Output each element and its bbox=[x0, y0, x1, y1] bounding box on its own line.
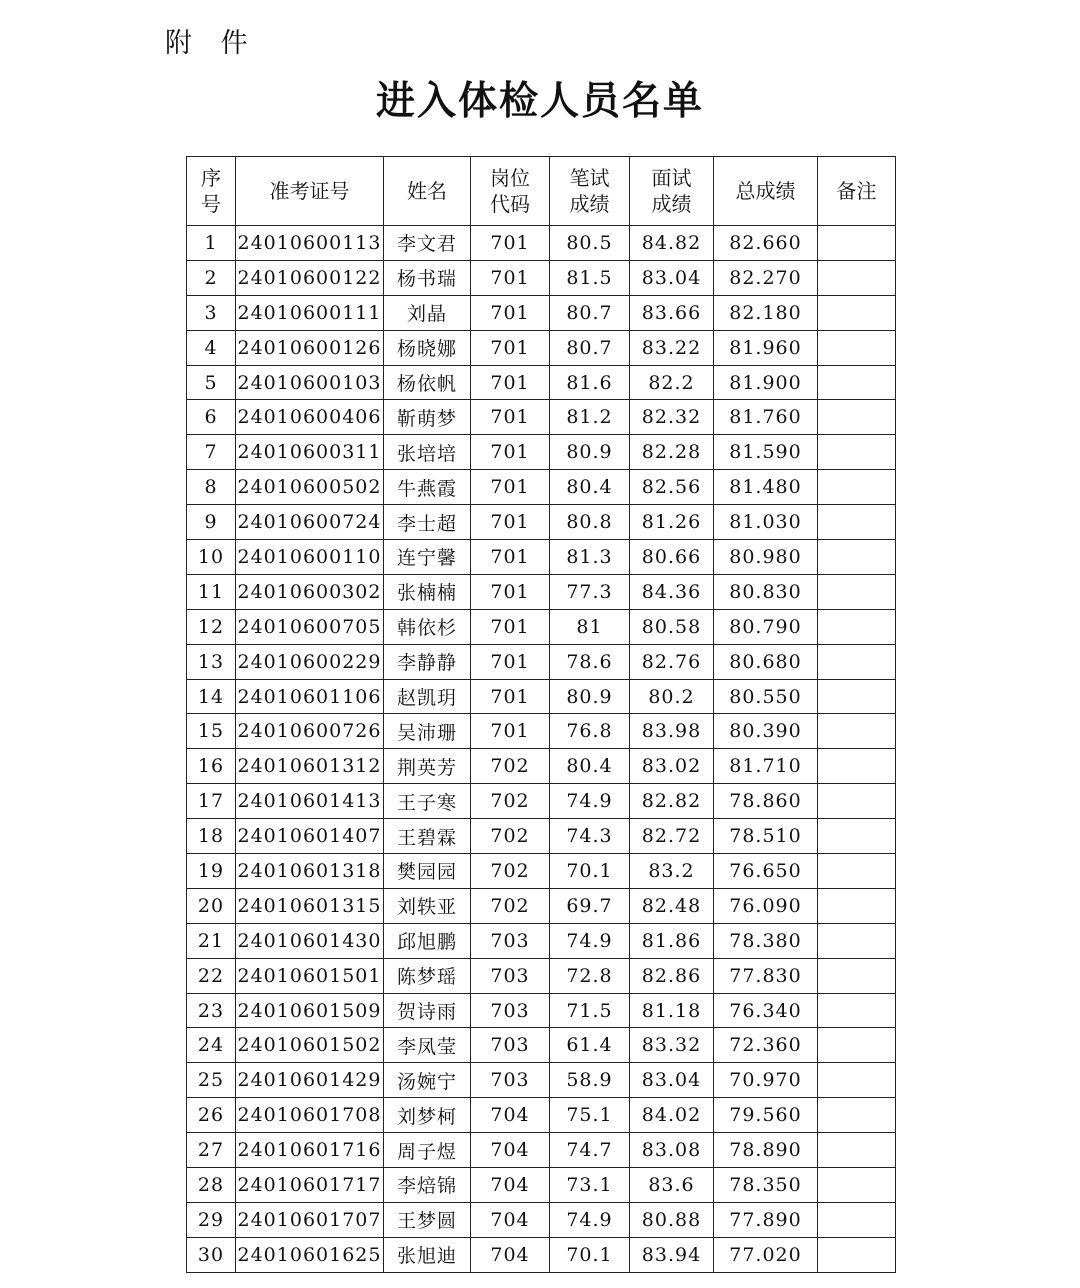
cell-ticket: 24010601413 bbox=[236, 784, 384, 819]
cell-seq: 8 bbox=[187, 470, 236, 505]
cell-interview: 83.02 bbox=[630, 749, 714, 784]
cell-written: 78.6 bbox=[550, 644, 630, 679]
cell-post: 701 bbox=[471, 365, 550, 400]
cell-ticket: 24010601707 bbox=[236, 1202, 384, 1237]
table-row bbox=[187, 365, 896, 400]
cell-seq: 28 bbox=[187, 1168, 236, 1203]
cell-interview: 82.28 bbox=[630, 435, 714, 470]
cell-seq: 25 bbox=[187, 1063, 236, 1098]
cell-remark bbox=[818, 295, 896, 330]
table-row bbox=[187, 644, 896, 679]
cell-interview: 81.26 bbox=[630, 505, 714, 540]
cell-remark bbox=[818, 505, 896, 540]
cell-total: 80.390 bbox=[714, 714, 818, 749]
cell-name: 杨书瑞 bbox=[384, 260, 471, 295]
cell-total: 82.180 bbox=[714, 295, 818, 330]
cell-seq: 7 bbox=[187, 435, 236, 470]
table-row bbox=[187, 540, 896, 575]
cell-ticket: 24010601106 bbox=[236, 679, 384, 714]
cell-total: 78.380 bbox=[714, 923, 818, 958]
cell-remark bbox=[818, 330, 896, 365]
cell-post: 701 bbox=[471, 540, 550, 575]
cell-post: 703 bbox=[471, 1063, 550, 1098]
cell-post: 701 bbox=[471, 260, 550, 295]
cell-ticket: 24010600406 bbox=[236, 400, 384, 435]
cell-post: 704 bbox=[471, 1133, 550, 1168]
cell-total: 78.890 bbox=[714, 1133, 818, 1168]
cell-post: 701 bbox=[471, 400, 550, 435]
table-row bbox=[187, 714, 896, 749]
table-row bbox=[187, 923, 896, 958]
cell-ticket: 24010601716 bbox=[236, 1133, 384, 1168]
cell-name: 李文君 bbox=[384, 226, 471, 261]
cell-total: 79.560 bbox=[714, 1098, 818, 1133]
cell-ticket: 24010600502 bbox=[236, 470, 384, 505]
cell-ticket: 24010601429 bbox=[236, 1063, 384, 1098]
cell-written: 73.1 bbox=[550, 1168, 630, 1203]
cell-post: 702 bbox=[471, 854, 550, 889]
cell-seq: 30 bbox=[187, 1237, 236, 1272]
cell-post: 703 bbox=[471, 1028, 550, 1063]
cell-total: 76.090 bbox=[714, 888, 818, 923]
cell-ticket: 24010601625 bbox=[236, 1237, 384, 1272]
cell-ticket: 24010600302 bbox=[236, 574, 384, 609]
cell-seq: 14 bbox=[187, 679, 236, 714]
cell-total: 77.890 bbox=[714, 1202, 818, 1237]
table-row bbox=[187, 993, 896, 1028]
header-cell-written: 笔试成绩 bbox=[550, 157, 630, 226]
cell-post: 701 bbox=[471, 644, 550, 679]
cell-written: 69.7 bbox=[550, 888, 630, 923]
cell-remark bbox=[818, 958, 896, 993]
cell-total: 76.650 bbox=[714, 854, 818, 889]
table-row bbox=[187, 400, 896, 435]
cell-post: 704 bbox=[471, 1202, 550, 1237]
cell-interview: 81.18 bbox=[630, 993, 714, 1028]
cell-post: 701 bbox=[471, 330, 550, 365]
cell-interview: 82.72 bbox=[630, 819, 714, 854]
cell-name: 张培培 bbox=[384, 435, 471, 470]
cell-remark bbox=[818, 819, 896, 854]
cell-ticket: 24010601708 bbox=[236, 1098, 384, 1133]
cell-total: 78.350 bbox=[714, 1168, 818, 1203]
cell-remark bbox=[818, 435, 896, 470]
cell-seq: 9 bbox=[187, 505, 236, 540]
cell-ticket: 24010600113 bbox=[236, 226, 384, 261]
cell-seq: 17 bbox=[187, 784, 236, 819]
table-row bbox=[187, 435, 896, 470]
cell-seq: 23 bbox=[187, 993, 236, 1028]
cell-name: 王梦圆 bbox=[384, 1202, 471, 1237]
table-row bbox=[187, 260, 896, 295]
table-row bbox=[187, 330, 896, 365]
cell-post: 703 bbox=[471, 993, 550, 1028]
cell-seq: 16 bbox=[187, 749, 236, 784]
cell-seq: 11 bbox=[187, 574, 236, 609]
cell-written: 80.9 bbox=[550, 435, 630, 470]
cell-post: 701 bbox=[471, 470, 550, 505]
cell-interview: 81.86 bbox=[630, 923, 714, 958]
cell-name: 李士超 bbox=[384, 505, 471, 540]
cell-remark bbox=[818, 470, 896, 505]
cell-post: 701 bbox=[471, 609, 550, 644]
cell-seq: 22 bbox=[187, 958, 236, 993]
cell-post: 702 bbox=[471, 819, 550, 854]
cell-total: 81.710 bbox=[714, 749, 818, 784]
cell-remark bbox=[818, 609, 896, 644]
cell-interview: 82.76 bbox=[630, 644, 714, 679]
cell-total: 81.030 bbox=[714, 505, 818, 540]
cell-written: 72.8 bbox=[550, 958, 630, 993]
cell-ticket: 24010600126 bbox=[236, 330, 384, 365]
cell-ticket: 24010601312 bbox=[236, 749, 384, 784]
cell-name: 李凤莹 bbox=[384, 1028, 471, 1063]
cell-remark bbox=[818, 679, 896, 714]
cell-interview: 83.32 bbox=[630, 1028, 714, 1063]
cell-interview: 82.32 bbox=[630, 400, 714, 435]
cell-name: 王子寒 bbox=[384, 784, 471, 819]
table-row bbox=[187, 819, 896, 854]
cell-written: 81.6 bbox=[550, 365, 630, 400]
cell-written: 71.5 bbox=[550, 993, 630, 1028]
cell-seq: 26 bbox=[187, 1098, 236, 1133]
table-row bbox=[187, 1098, 896, 1133]
cell-remark bbox=[818, 714, 896, 749]
cell-seq: 21 bbox=[187, 923, 236, 958]
cell-name: 汤婉宁 bbox=[384, 1063, 471, 1098]
cell-post: 704 bbox=[471, 1168, 550, 1203]
cell-ticket: 24010601430 bbox=[236, 923, 384, 958]
header-cell-seq: 序号 bbox=[187, 157, 236, 226]
cell-written: 80.5 bbox=[550, 226, 630, 261]
cell-name: 连宁馨 bbox=[384, 540, 471, 575]
cell-seq: 10 bbox=[187, 540, 236, 575]
cell-remark bbox=[818, 644, 896, 679]
cell-remark bbox=[818, 888, 896, 923]
cell-name: 刘梦柯 bbox=[384, 1098, 471, 1133]
cell-total: 80.680 bbox=[714, 644, 818, 679]
cell-remark bbox=[818, 749, 896, 784]
table-row bbox=[187, 295, 896, 330]
cell-total: 80.790 bbox=[714, 609, 818, 644]
cell-name: 杨晓娜 bbox=[384, 330, 471, 365]
cell-seq: 24 bbox=[187, 1028, 236, 1063]
cell-ticket: 24010601315 bbox=[236, 888, 384, 923]
cell-seq: 18 bbox=[187, 819, 236, 854]
cell-total: 80.830 bbox=[714, 574, 818, 609]
cell-interview: 84.82 bbox=[630, 226, 714, 261]
cell-name: 杨依帆 bbox=[384, 365, 471, 400]
cell-name: 张旭迪 bbox=[384, 1237, 471, 1272]
cell-post: 702 bbox=[471, 749, 550, 784]
table-row bbox=[187, 888, 896, 923]
table-row bbox=[187, 226, 896, 261]
cell-name: 李焙锦 bbox=[384, 1168, 471, 1203]
table-row bbox=[187, 574, 896, 609]
cell-name: 邱旭鹏 bbox=[384, 923, 471, 958]
cell-written: 81.5 bbox=[550, 260, 630, 295]
cell-remark bbox=[818, 854, 896, 889]
cell-remark bbox=[818, 1168, 896, 1203]
cell-interview: 82.86 bbox=[630, 958, 714, 993]
cell-remark bbox=[818, 574, 896, 609]
cell-total: 77.830 bbox=[714, 958, 818, 993]
cell-interview: 82.82 bbox=[630, 784, 714, 819]
cell-ticket: 24010600705 bbox=[236, 609, 384, 644]
cell-total: 70.970 bbox=[714, 1063, 818, 1098]
cell-seq: 13 bbox=[187, 644, 236, 679]
cell-seq: 1 bbox=[187, 226, 236, 261]
cell-post: 701 bbox=[471, 505, 550, 540]
cell-remark bbox=[818, 923, 896, 958]
cell-name: 贺诗雨 bbox=[384, 993, 471, 1028]
cell-total: 80.550 bbox=[714, 679, 818, 714]
table-row bbox=[187, 470, 896, 505]
cell-seq: 19 bbox=[187, 854, 236, 889]
cell-remark bbox=[818, 1098, 896, 1133]
cell-post: 701 bbox=[471, 714, 550, 749]
header-cell-interview: 面试成绩 bbox=[630, 157, 714, 226]
cell-written: 74.9 bbox=[550, 784, 630, 819]
cell-seq: 29 bbox=[187, 1202, 236, 1237]
cell-ticket: 24010601501 bbox=[236, 958, 384, 993]
cell-interview: 82.2 bbox=[630, 365, 714, 400]
cell-name: 王碧霖 bbox=[384, 819, 471, 854]
header-cell-total: 总成绩 bbox=[714, 157, 818, 226]
table-row bbox=[187, 958, 896, 993]
table-body bbox=[187, 226, 896, 1273]
cell-interview: 83.22 bbox=[630, 330, 714, 365]
cell-written: 75.1 bbox=[550, 1098, 630, 1133]
cell-total: 76.340 bbox=[714, 993, 818, 1028]
cell-seq: 27 bbox=[187, 1133, 236, 1168]
cell-written: 80.7 bbox=[550, 330, 630, 365]
cell-ticket: 24010601502 bbox=[236, 1028, 384, 1063]
cell-written: 74.9 bbox=[550, 923, 630, 958]
table-row bbox=[187, 1133, 896, 1168]
cell-total: 78.510 bbox=[714, 819, 818, 854]
table-row bbox=[187, 1063, 896, 1098]
cell-ticket: 24010600229 bbox=[236, 644, 384, 679]
cell-written: 81.3 bbox=[550, 540, 630, 575]
table-row bbox=[187, 609, 896, 644]
cell-remark bbox=[818, 1237, 896, 1272]
cell-remark bbox=[818, 784, 896, 819]
cell-post: 703 bbox=[471, 958, 550, 993]
cell-interview: 80.88 bbox=[630, 1202, 714, 1237]
cell-written: 80.4 bbox=[550, 749, 630, 784]
header-cell-ticket: 准考证号 bbox=[236, 157, 384, 226]
cell-written: 81.2 bbox=[550, 400, 630, 435]
cell-name: 靳萌梦 bbox=[384, 400, 471, 435]
cell-post: 701 bbox=[471, 679, 550, 714]
cell-remark bbox=[818, 226, 896, 261]
cell-post: 704 bbox=[471, 1098, 550, 1133]
cell-name: 周子煜 bbox=[384, 1133, 471, 1168]
cell-remark bbox=[818, 1202, 896, 1237]
cell-total: 78.860 bbox=[714, 784, 818, 819]
header-cell-post: 岗位代码 bbox=[471, 157, 550, 226]
cell-remark bbox=[818, 365, 896, 400]
cell-interview: 83.08 bbox=[630, 1133, 714, 1168]
table-row bbox=[187, 749, 896, 784]
cell-post: 701 bbox=[471, 435, 550, 470]
cell-interview: 82.56 bbox=[630, 470, 714, 505]
attachment-label: 附 件 bbox=[165, 28, 258, 59]
cell-ticket: 24010600724 bbox=[236, 505, 384, 540]
cell-ticket: 24010600726 bbox=[236, 714, 384, 749]
cell-interview: 80.66 bbox=[630, 540, 714, 575]
cell-written: 76.8 bbox=[550, 714, 630, 749]
cell-ticket: 24010601509 bbox=[236, 993, 384, 1028]
cell-interview: 80.58 bbox=[630, 609, 714, 644]
table-row bbox=[187, 1202, 896, 1237]
cell-seq: 20 bbox=[187, 888, 236, 923]
cell-ticket: 24010601407 bbox=[236, 819, 384, 854]
cell-remark bbox=[818, 993, 896, 1028]
cell-seq: 5 bbox=[187, 365, 236, 400]
cell-remark bbox=[818, 260, 896, 295]
cell-post: 703 bbox=[471, 923, 550, 958]
cell-interview: 83.66 bbox=[630, 295, 714, 330]
cell-post: 701 bbox=[471, 295, 550, 330]
cell-name: 陈梦瑶 bbox=[384, 958, 471, 993]
cell-total: 81.900 bbox=[714, 365, 818, 400]
table-row bbox=[187, 854, 896, 889]
cell-total: 80.980 bbox=[714, 540, 818, 575]
cell-name: 张楠楠 bbox=[384, 574, 471, 609]
cell-remark bbox=[818, 540, 896, 575]
cell-post: 701 bbox=[471, 226, 550, 261]
cell-total: 81.480 bbox=[714, 470, 818, 505]
cell-written: 80.8 bbox=[550, 505, 630, 540]
cell-interview: 83.04 bbox=[630, 260, 714, 295]
cell-written: 74.9 bbox=[550, 1202, 630, 1237]
cell-post: 702 bbox=[471, 784, 550, 819]
document-title: 进入体检人员名单 bbox=[375, 79, 704, 124]
cell-total: 81.960 bbox=[714, 330, 818, 365]
cell-interview: 84.36 bbox=[630, 574, 714, 609]
cell-remark bbox=[818, 1063, 896, 1098]
cell-name: 赵凯玥 bbox=[384, 679, 471, 714]
table-row bbox=[187, 679, 896, 714]
header-cell-remark: 备注 bbox=[818, 157, 896, 226]
candidate-table bbox=[186, 156, 896, 1273]
cell-ticket: 24010600311 bbox=[236, 435, 384, 470]
cell-name: 吴沛珊 bbox=[384, 714, 471, 749]
cell-written: 77.3 bbox=[550, 574, 630, 609]
cell-total: 82.660 bbox=[714, 226, 818, 261]
cell-written: 70.1 bbox=[550, 1237, 630, 1272]
cell-remark bbox=[818, 1028, 896, 1063]
table-row bbox=[187, 505, 896, 540]
cell-remark bbox=[818, 1133, 896, 1168]
cell-name: 荆英芳 bbox=[384, 749, 471, 784]
cell-interview: 83.04 bbox=[630, 1063, 714, 1098]
cell-interview: 82.48 bbox=[630, 888, 714, 923]
cell-written: 80.4 bbox=[550, 470, 630, 505]
cell-ticket: 24010600110 bbox=[236, 540, 384, 575]
table-header-row bbox=[187, 157, 896, 226]
cell-seq: 4 bbox=[187, 330, 236, 365]
cell-written: 74.3 bbox=[550, 819, 630, 854]
cell-interview: 80.2 bbox=[630, 679, 714, 714]
cell-written: 74.7 bbox=[550, 1133, 630, 1168]
cell-interview: 83.6 bbox=[630, 1168, 714, 1203]
cell-total: 72.360 bbox=[714, 1028, 818, 1063]
header-cell-name: 姓名 bbox=[384, 157, 471, 226]
cell-written: 81 bbox=[550, 609, 630, 644]
table-row bbox=[187, 1168, 896, 1203]
cell-written: 80.9 bbox=[550, 679, 630, 714]
cell-name: 牛燕霞 bbox=[384, 470, 471, 505]
table-row bbox=[187, 784, 896, 819]
cell-ticket: 24010600122 bbox=[236, 260, 384, 295]
cell-post: 701 bbox=[471, 574, 550, 609]
cell-interview: 83.2 bbox=[630, 854, 714, 889]
cell-ticket: 24010601318 bbox=[236, 854, 384, 889]
table-row bbox=[187, 1237, 896, 1272]
cell-interview: 83.98 bbox=[630, 714, 714, 749]
cell-total: 81.760 bbox=[714, 400, 818, 435]
cell-seq: 15 bbox=[187, 714, 236, 749]
cell-seq: 6 bbox=[187, 400, 236, 435]
cell-name: 韩依杉 bbox=[384, 609, 471, 644]
cell-total: 77.020 bbox=[714, 1237, 818, 1272]
cell-total: 81.590 bbox=[714, 435, 818, 470]
cell-remark bbox=[818, 400, 896, 435]
cell-name: 樊园园 bbox=[384, 854, 471, 889]
cell-seq: 3 bbox=[187, 295, 236, 330]
cell-name: 刘晶 bbox=[384, 295, 471, 330]
table-row bbox=[187, 1028, 896, 1063]
cell-seq: 12 bbox=[187, 609, 236, 644]
cell-post: 704 bbox=[471, 1237, 550, 1272]
cell-ticket: 24010600111 bbox=[236, 295, 384, 330]
cell-interview: 84.02 bbox=[630, 1098, 714, 1133]
cell-written: 70.1 bbox=[550, 854, 630, 889]
cell-name: 刘轶亚 bbox=[384, 888, 471, 923]
cell-seq: 2 bbox=[187, 260, 236, 295]
cell-written: 61.4 bbox=[550, 1028, 630, 1063]
cell-total: 82.270 bbox=[714, 260, 818, 295]
cell-name: 李静静 bbox=[384, 644, 471, 679]
cell-interview: 83.94 bbox=[630, 1237, 714, 1272]
cell-written: 80.7 bbox=[550, 295, 630, 330]
cell-written: 58.9 bbox=[550, 1063, 630, 1098]
cell-ticket: 24010600103 bbox=[236, 365, 384, 400]
cell-post: 702 bbox=[471, 888, 550, 923]
cell-ticket: 24010601717 bbox=[236, 1168, 384, 1203]
